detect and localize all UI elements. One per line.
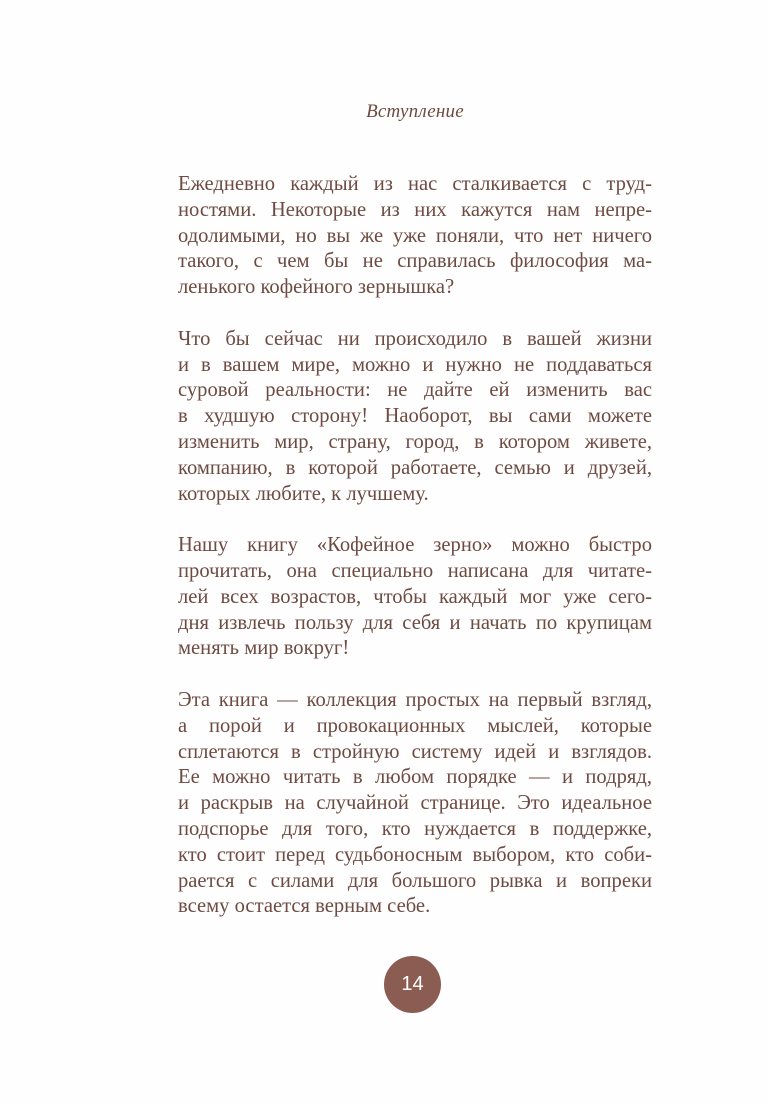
text-line: суровой реальности: не дайте ей изменить вас bbox=[178, 379, 652, 402]
text-line: подспорье для того, кто нуждается в поддержке, bbox=[178, 817, 652, 840]
text-line: которых любите, к лучшему. bbox=[178, 482, 429, 505]
text-line: в худшую сторону! Наоборот, вы сами можете bbox=[178, 405, 652, 428]
text-line: изменить мир, страну, город, в котором живете, bbox=[178, 430, 652, 453]
text-line: кто стоит перед судьбоносным выбором, кто соби- bbox=[178, 843, 652, 866]
text-line: рается с силами для большого рывка и вопреки bbox=[178, 869, 652, 892]
text-line: Ежедневно каждый из нас сталкивается с труд- bbox=[178, 173, 652, 195]
text-line: Что бы сейчас ни происходило в вашей жизни bbox=[178, 327, 652, 350]
text-line: а порой и провокационных мыслей, которые bbox=[178, 714, 652, 737]
text-line: компанию, в которой работаете, семью и друзей, bbox=[178, 456, 652, 479]
text-line: и раскрыв на случайной странице. Это идеальное bbox=[178, 792, 652, 815]
text-line: Нашу книгу «Кофейное зерно» можно быстро bbox=[178, 534, 652, 557]
text-line: лей всех возрастов, чтобы каждый мог уже сего- bbox=[178, 585, 652, 608]
text-line: прочитать, она специально написана для читате- bbox=[178, 559, 652, 582]
page-number: 14 bbox=[401, 973, 424, 995]
text-line: дня извлечь пользу для себя и начать по крупицам bbox=[178, 611, 652, 634]
text-line: одолимыми, но вы же уже поняли, что нет ничего bbox=[178, 224, 652, 247]
text-line: сплетаются в стройную систему идей и взглядов. bbox=[178, 740, 652, 763]
text-line: Ее можно читать в любом порядке — и подряд, bbox=[178, 766, 652, 789]
page-number-badge bbox=[384, 956, 441, 1013]
text-line: и в вашем мире, можно и нужно не поддаваться bbox=[178, 353, 652, 376]
paragraph-3 bbox=[178, 533, 652, 662]
text-line: всему остается верным себе. bbox=[178, 895, 431, 918]
text-line: Эта книга — коллекция простых на первый взгляд, bbox=[178, 688, 652, 711]
paragraph-2 bbox=[178, 327, 652, 508]
paragraph-1 bbox=[178, 172, 652, 301]
body-text bbox=[178, 172, 652, 946]
text-line: ленького кофейного зернышка? bbox=[178, 276, 455, 299]
text-line: менять мир вокруг! bbox=[178, 637, 350, 660]
section-title: Вступление bbox=[366, 101, 464, 122]
paragraph-4 bbox=[178, 688, 652, 920]
text-line: ностями. Некоторые из них кажутся нам непре- bbox=[178, 198, 652, 221]
text-line: такого, с чем бы не справилась философия ма- bbox=[178, 250, 652, 273]
